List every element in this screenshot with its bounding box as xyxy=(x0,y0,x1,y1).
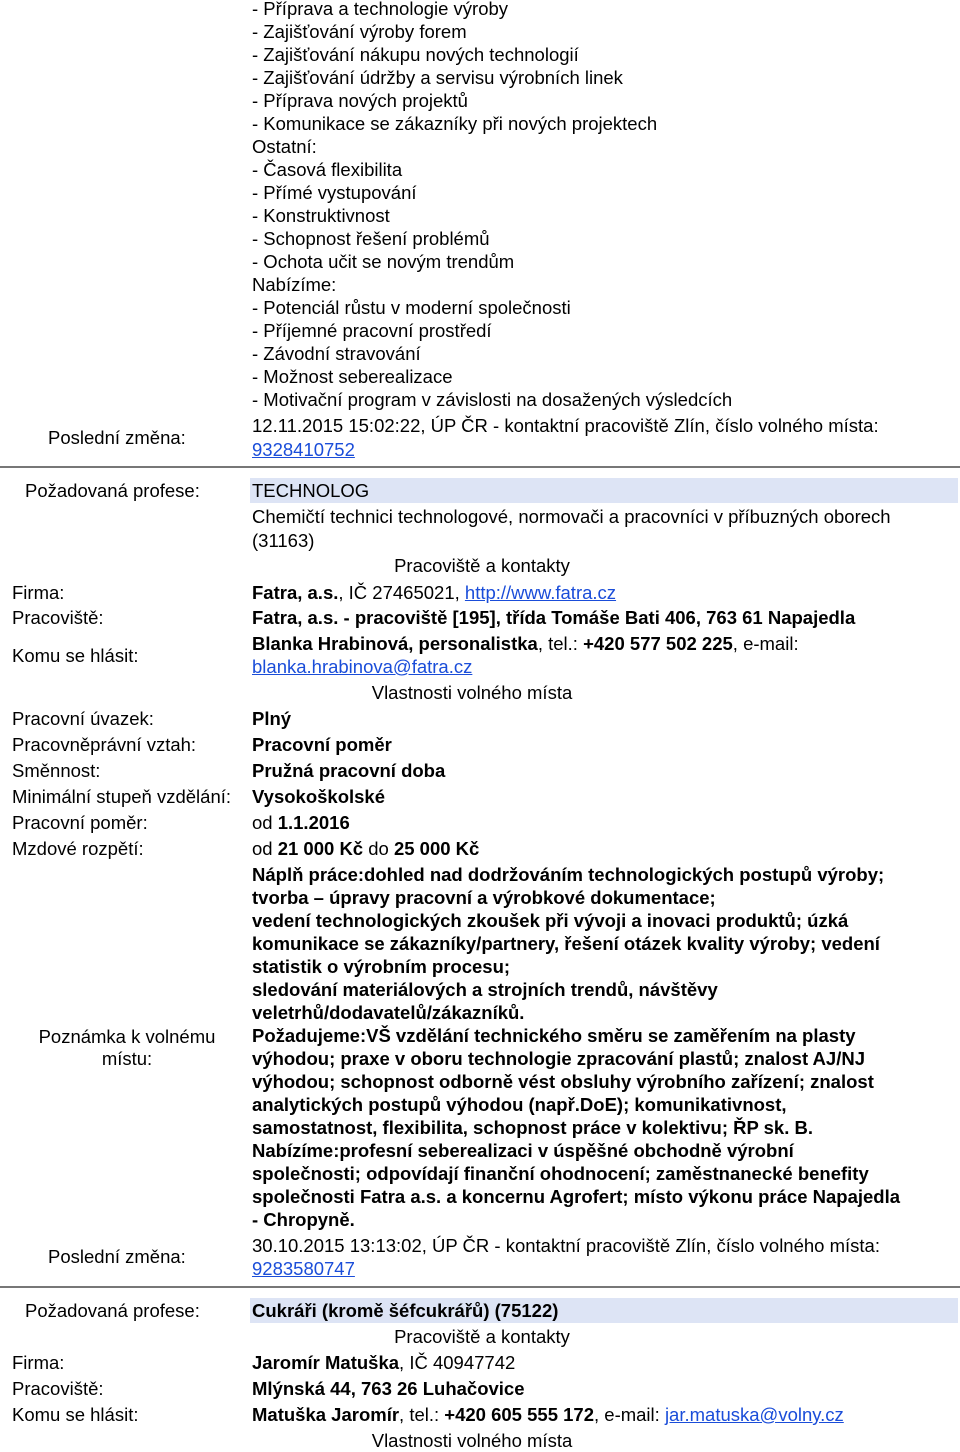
top-list-line: - Schopnost řešení problémů xyxy=(252,228,490,249)
education-value: Vysokoškolské xyxy=(252,786,386,807)
note-line: Požadujeme:VŠ vzdělání technického směru se zaměřením na plasty xyxy=(252,1025,856,1046)
contacts-heading: Pracoviště a kontakty xyxy=(394,555,570,576)
contact2-tel-label: , tel.: xyxy=(399,1404,445,1425)
top-list-line: - Časová flexibilita xyxy=(252,159,403,180)
last-change2-text: 30.10.2015 13:13:02, ÚP ČR - kontaktní pracoviště Zlín, číslo volného místa: xyxy=(252,1235,880,1256)
note-line: výhodou; praxe v oboru technologie zpracování plastů; znalost AJ/NJ xyxy=(252,1048,865,1069)
note-line: výhodou; schopnost odborně vést obsluhy výrobního zařízení; znalost xyxy=(252,1071,874,1092)
relation-label: Pracovněprávní vztah: xyxy=(12,734,197,755)
firm-ic: , IČ 27465021, xyxy=(338,582,465,603)
top-list-line: - Ochota učit se novým trendům xyxy=(252,251,515,272)
firm2-ic: , IČ 40947742 xyxy=(399,1352,516,1373)
salary-from-prefix: od xyxy=(252,838,278,859)
contact-email-label: , e-mail: xyxy=(732,633,799,654)
firm2-name: Jaromír Matuška xyxy=(252,1352,400,1373)
last-change-label: Poslední změna: xyxy=(48,427,186,448)
note-line: společnosti; odpovídají finanční ohodnocení; zaměstnanecké benefity xyxy=(252,1163,869,1184)
last-change-text: 12.11.2015 15:02:22, ÚP ČR - kontaktní pracoviště Zlín, číslo volného místa: xyxy=(252,415,879,436)
firm2-label: Firma: xyxy=(12,1352,65,1373)
salary-to: 25 000 Kč xyxy=(393,838,480,859)
contact2-name: Matuška Jaromír xyxy=(252,1404,400,1425)
top-list-line: - Příjemné pracovní prostředí xyxy=(252,320,492,341)
top-list-line: - Potenciál růstu v moderní společnosti xyxy=(252,297,571,318)
top-list-line: - Zajišťování nákupu nových technologií xyxy=(252,44,579,65)
top-list-line: - Zajišťování výroby forem xyxy=(252,21,467,42)
profession-title: TECHNOLOG xyxy=(252,480,370,501)
firm2-value xyxy=(252,1352,515,1374)
start-prefix: od xyxy=(252,812,278,833)
contacts2-heading: Pracoviště a kontakty xyxy=(394,1326,570,1347)
workplace-value: Fatra, a.s. - pracoviště [195], třída Tomáše Bati 406, 763 61 Napajedla xyxy=(252,607,856,628)
note-line: Náplň práce:dohled nad dodržováním technologických postupů výroby; xyxy=(252,864,885,885)
shift-label: Směnnost: xyxy=(12,760,101,781)
note-line: společnosti Fatra a.s. a koncernu Agrofert; místo výkonu práce Napajedla xyxy=(252,1186,901,1207)
firm-url-link[interactable]: http://www.fatra.cz xyxy=(464,582,617,603)
note-line: Nabízíme:profesní seberealizaci v úspěšné obchodně výrobní xyxy=(252,1140,794,1161)
salary-from: 21 000 Kč xyxy=(277,838,364,859)
contact2-tel: +420 605 555 172 xyxy=(444,1404,594,1425)
top-list-line: - Příprava nových projektů xyxy=(252,90,468,111)
contact-tel: +420 577 502 225 xyxy=(583,633,733,654)
top-list-line: - Konstruktivnost xyxy=(252,205,390,226)
note-line: sledování materiálových a strojních trendů, návštěvy xyxy=(252,979,718,1000)
props2-heading: Vlastnosti volného místa xyxy=(371,1430,573,1451)
top-list-line: - Možnost seberealizace xyxy=(252,366,453,387)
top-list-line: - Komunikace se zákazníky při nových projektech xyxy=(252,113,658,134)
separator xyxy=(0,466,960,468)
contact2-email-label: , e-mail: xyxy=(594,1404,665,1425)
firm-label: Firma: xyxy=(12,582,65,603)
relation-value: Pracovní poměr xyxy=(252,734,392,755)
firm-name: Fatra, a.s. xyxy=(252,582,339,603)
contact-value xyxy=(252,633,799,655)
education-label: Minimální stupeň vzdělání: xyxy=(12,786,232,807)
top-list-line: Nabízíme: xyxy=(252,274,337,295)
contact-email-link[interactable]: blanka.hrabinova@fatra.cz xyxy=(252,656,473,677)
note-line: veletrhů/dodavatelů/zákazníků. xyxy=(252,1002,525,1023)
top-list-line: - Příprava a technologie výroby xyxy=(252,0,509,19)
profession-desc: Chemičtí technici technologové, normovači a pracovníci v příbuzných oborech xyxy=(252,506,891,527)
top-list-line: - Závodní stravování xyxy=(252,343,421,364)
note-line: samostatnost, flexibilita, schopnost práce v kolektivu; ŘP sk. B. xyxy=(252,1117,813,1138)
note-label-line1: Poznámka k volnému xyxy=(38,1026,216,1047)
workload-value: Plný xyxy=(252,708,292,729)
props-heading: Vlastnosti volného místa xyxy=(371,682,573,703)
note-label-line2: místu: xyxy=(101,1048,153,1069)
workplace2-label: Pracoviště: xyxy=(12,1378,104,1399)
contact2-label: Komu se hlásit: xyxy=(12,1404,139,1425)
workplace2-value: Mlýnská 44, 763 26 Luhačovice xyxy=(252,1378,525,1399)
top-list-line: Ostatní: xyxy=(252,136,317,157)
vacancy-number2-link[interactable]: 9283580747 xyxy=(252,1258,355,1279)
top-list-line: - Motivační program v závislosti na dosažených výsledcích xyxy=(252,389,733,410)
contact-tel-label: , tel.: xyxy=(537,633,584,654)
start-label: Pracovní poměr: xyxy=(12,812,148,833)
note-label xyxy=(12,1026,242,1070)
separator-2 xyxy=(0,1286,960,1288)
note-line: analytických postupů výhodou (např.DoE); komunikativnost, xyxy=(252,1094,787,1115)
note-line: - Chropyně. xyxy=(252,1209,355,1230)
note-line: vedení technologických zkoušek při vývoji a inovaci produktů; úzká xyxy=(252,910,849,931)
contact2-value xyxy=(252,1404,844,1426)
salary-label: Mzdové rozpětí: xyxy=(12,838,144,859)
firm-value xyxy=(252,582,616,604)
contact-label: Komu se hlásit: xyxy=(12,645,139,666)
salary-to-prefix: do xyxy=(363,838,394,859)
profession2-title: Cukráři (kromě šéfcukrářů) (75122) xyxy=(252,1300,559,1321)
workload-label: Pracovní úvazek: xyxy=(12,708,154,729)
shift-value: Pružná pracovní doba xyxy=(252,760,446,781)
profession2-label: Požadovaná profese: xyxy=(25,1300,200,1321)
contact2-email-link[interactable]: jar.matuska@volny.cz xyxy=(664,1404,844,1425)
start-value xyxy=(252,812,350,834)
last-change2-label: Poslední změna: xyxy=(48,1246,186,1267)
start-date: 1.1.2016 xyxy=(277,812,350,833)
workplace-label: Pracoviště: xyxy=(12,607,104,628)
note-line: tvorba – úpravy pracovní a výrobkové dokumentace; xyxy=(252,887,716,908)
note-line: statistik o výrobním procesu; xyxy=(252,956,511,977)
profession-label: Požadovaná profese: xyxy=(25,480,200,501)
contact-name: Blanka Hrabinová, personalistka xyxy=(252,633,538,654)
top-list-line: - Zajišťování údržby a servisu výrobních linek xyxy=(252,67,623,88)
top-list-line: - Přímé vystupování xyxy=(252,182,417,203)
profession-code: (31163) xyxy=(252,530,315,551)
salary-value xyxy=(252,838,479,860)
note-line: komunikace se zákazníky/partnery, řešení otázek kvality výroby; vedení xyxy=(252,933,880,954)
vacancy-number-link[interactable]: 9328410752 xyxy=(252,439,355,460)
